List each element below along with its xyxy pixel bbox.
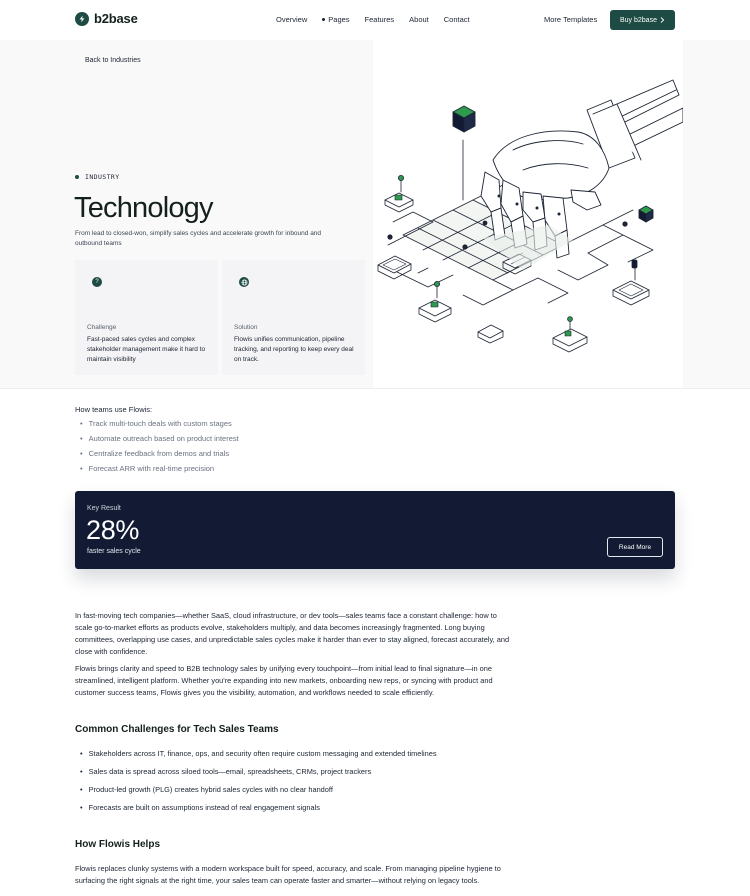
list-item: • Forecasts are built on assumptions instead of real engagement signals [80, 802, 437, 820]
back-to-industries-link[interactable]: Back to Industries [85, 57, 141, 64]
helps-heading: How Flowis Helps [75, 839, 161, 850]
brand-logo[interactable] [75, 11, 138, 26]
list-item: • Centralize feedback from demos and trials [80, 449, 239, 464]
helps-paragraph: Flowis replaces clunky systems with a modern workspace built for speed, accuracy, and scale. From managing pipeline hygiene to surfacing the right signals at the right time, your sales team can operate faster and smarter—without relying on legacy tools. [75, 864, 501, 885]
page-subtitle: From lead to closed-won, simplify sales cycles and accelerate growth for inbound and outbound teams [75, 230, 322, 247]
challenge-text: Fast-paced sales cycles and complex stakeholder management make it hard to maintain visibility [87, 336, 206, 363]
key-result-value: 28% [86, 515, 140, 545]
nav-link-about[interactable]: About [409, 15, 429, 24]
list-item: • Stakeholders across IT, finance, ops, and security often require custom messaging and extended timelines [80, 748, 437, 766]
challenge-card [75, 260, 218, 375]
globe-icon [239, 277, 249, 287]
buy-button-label: Buy b2base [620, 16, 657, 24]
bolt-icon [75, 12, 89, 26]
list-item: • Sales data is spread across siloed tools—email, spreadsheets, CRMs, project trackers [80, 766, 437, 784]
key-result-card [75, 491, 675, 569]
intro-paragraph: In fast-moving tech companies—whether SaaS, cloud infrastructure, or dev tools—sales teams face a constant challenge: how to scale go-to-market efforts as products evolve, stakeholders multiply, and data becomes increasingly fragmented. Long buying committees, overlapping use cases, and unpredictable sales cycles make it harder than ever to stay aligned, forecast accurately, and close with confidence. [75, 611, 510, 656]
read-more-button[interactable]: Read More [607, 537, 663, 557]
how-teams-list [80, 419, 239, 479]
top-nav [0, 0, 750, 40]
solution-text: Flowis unifies communication, pipeline tracking, and reporting to keep every deal on track. [234, 336, 354, 363]
more-templates-link[interactable]: More Templates [544, 15, 598, 24]
brand-name: b2base [94, 11, 138, 26]
nav-link-pages-label: Pages [328, 15, 350, 24]
list-item: • Automate outreach based on product interest [80, 434, 239, 449]
nav-link-contact[interactable]: Contact [443, 15, 470, 24]
page-title: Technology [74, 192, 213, 224]
list-item: • Forecast ARR with real-time precision [80, 464, 239, 479]
challenges-list [80, 748, 437, 820]
hero-divider [0, 388, 750, 389]
nav-link-features[interactable]: Features [364, 15, 395, 24]
buy-button[interactable] [610, 10, 675, 30]
robot-hand-circuit-illustration [373, 40, 683, 388]
how-teams-title: How teams use Flowis: [75, 405, 153, 414]
question-icon: ? [92, 277, 102, 287]
key-result-caption: faster sales cycle [87, 548, 141, 555]
challenges-heading: Common Challenges for Tech Sales Teams [75, 724, 279, 735]
nav-links [276, 15, 470, 24]
list-item: • Product-led growth (PLG) creates hybrid sales cycles with no clear handoff [80, 784, 437, 802]
chevron-right-icon [660, 17, 665, 23]
list-item: • Track multi-touch deals with custom stages [80, 419, 239, 434]
nav-link-pages[interactable] [322, 15, 349, 24]
active-dot-icon [322, 18, 325, 21]
challenge-label: Challenge [87, 324, 117, 331]
solution-card [222, 260, 365, 375]
industry-tag [75, 173, 120, 181]
solution-label: Solution [234, 324, 258, 331]
key-result-label: Key Result [87, 505, 121, 512]
industry-tag-label: INDUSTRY [85, 173, 120, 181]
nav-link-overview[interactable]: Overview [276, 15, 308, 24]
tag-dot-icon [75, 175, 79, 179]
solution-paragraph: Flowis brings clarity and speed to B2B technology sales by unifying every touchpoint—from initial lead to final signature—in one streamlined, intelligent platform. Whether you're expanding into new markets, onboarding new reps, or syncing with product and customer success teams, Flowis gives you the visibility, automation, and workflows needed to scale efficiently. [75, 664, 493, 697]
